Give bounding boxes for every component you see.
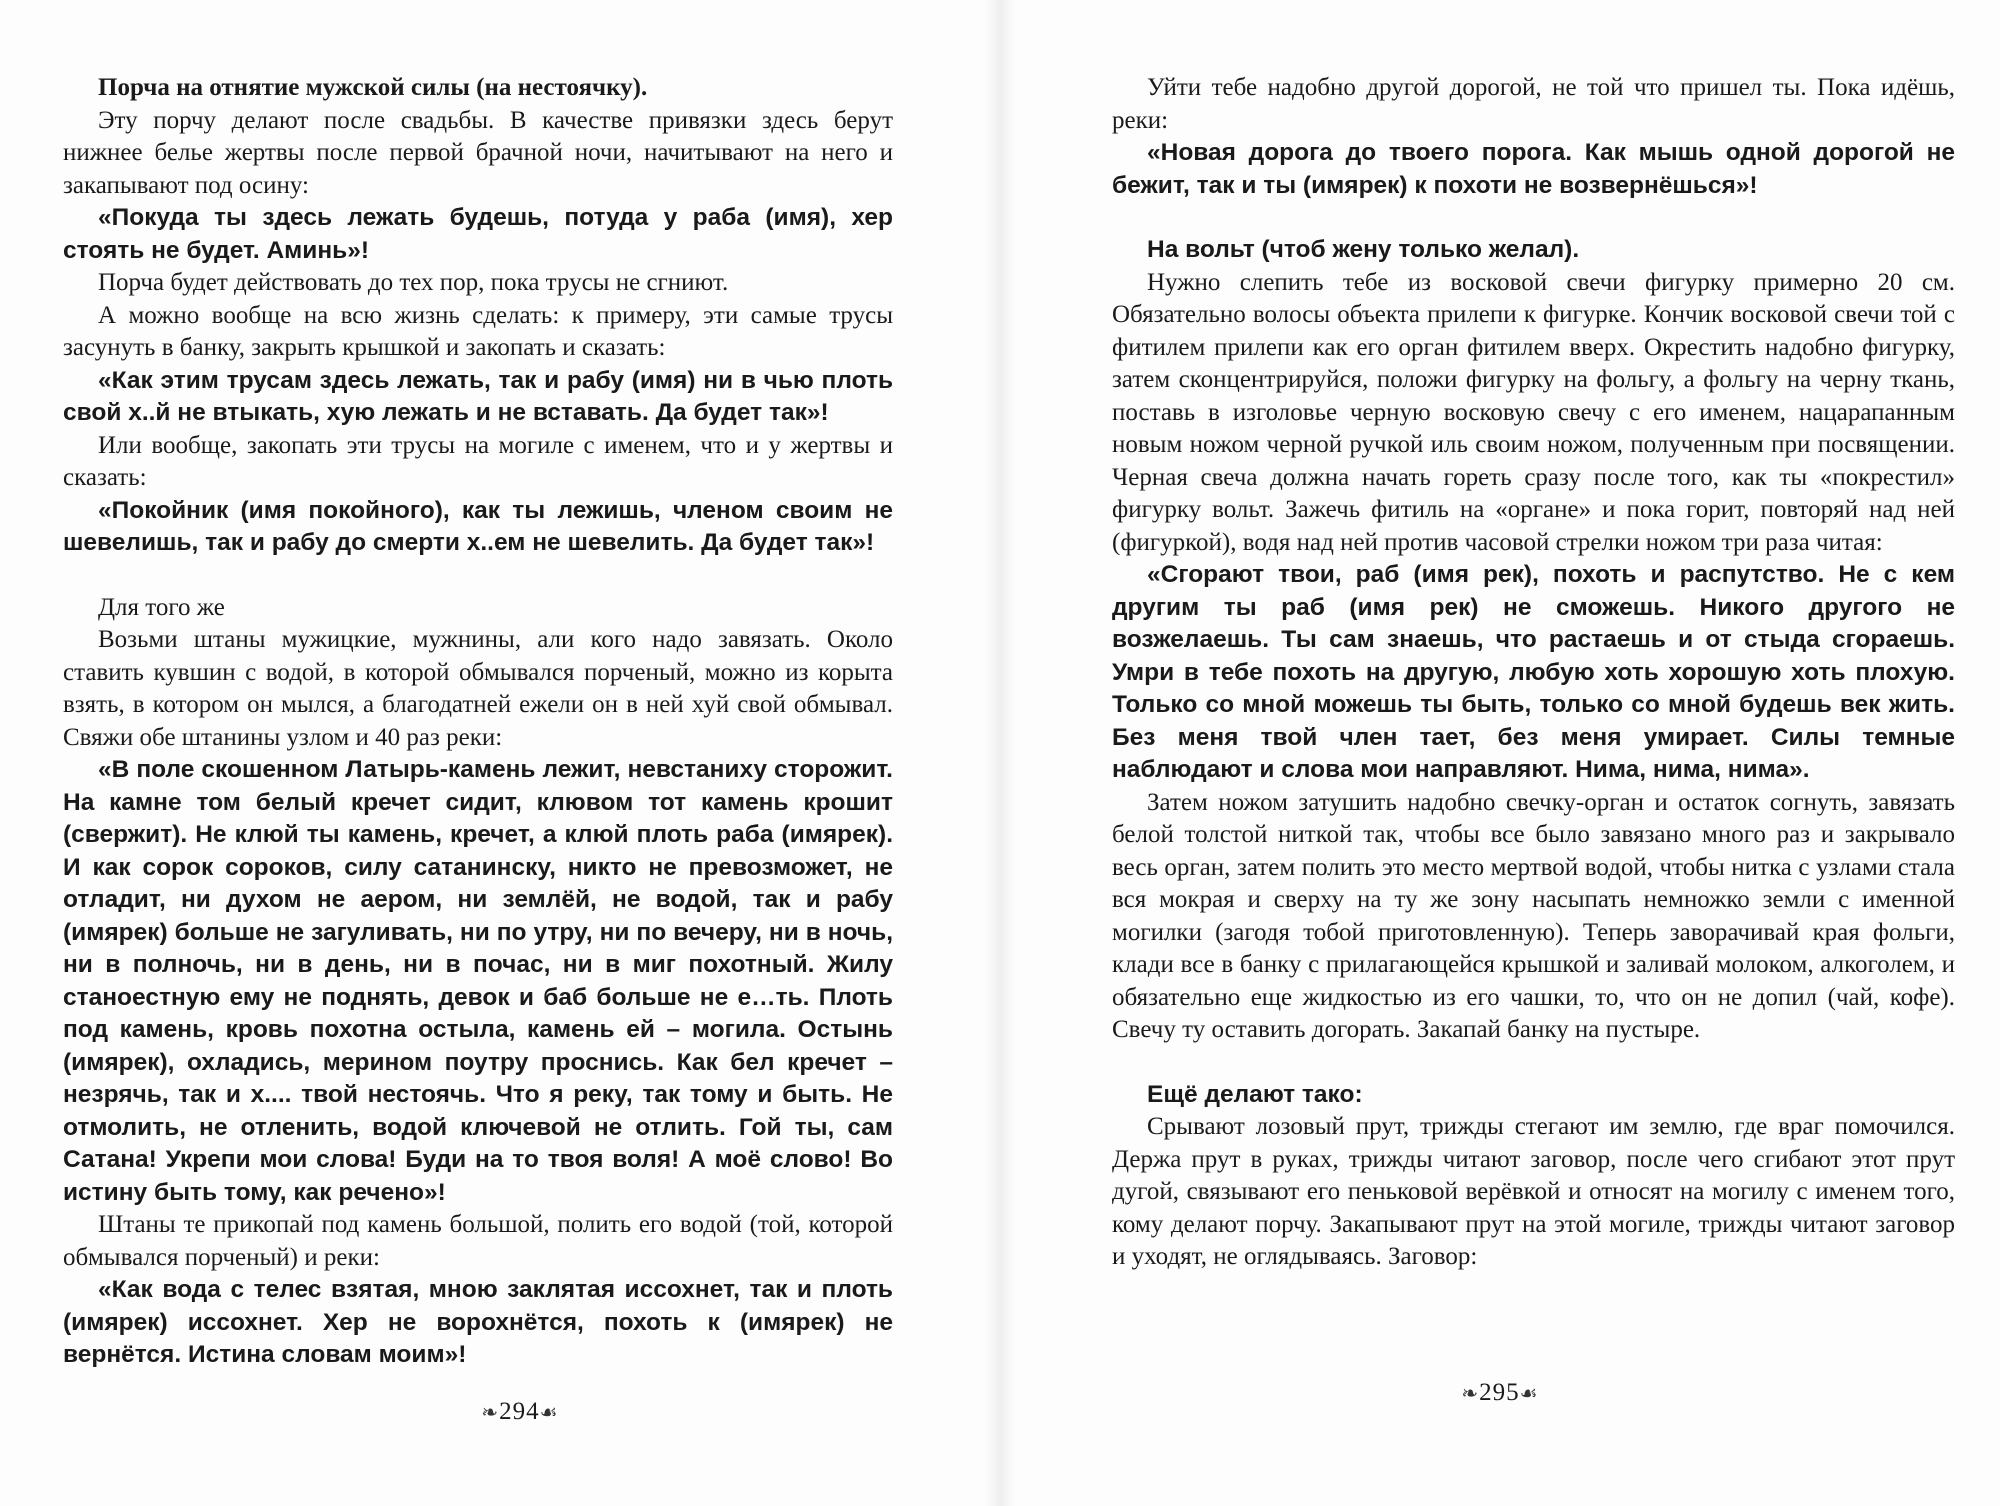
incantation-paragraph: «Как этим трусам здесь лежать, так и рабу (имя) ни в чью плоть свой х..й не втыкать, хую лежать и не вставать. Да будет так»!	[63, 366, 893, 426]
body-paragraph: Нужно слепить тебе из восковой свечи фигурку примерно 20 см. Обязательно волосы объекта прилепи к фигурке. Кончик восковой свечи той с фитилем прилепи как его орган фитилем вверх. Окрестить надобно фигурку, затем сконцентрируйся, положи фигурку на фольгу, а фольгу на черну ткань, поставь в изголовье черную восковую свечу с его именем, нацарапанным новым ножом черной ручкой иль своим ножом, полученным при посвящении. Черная свеча должна начать гореть сразу после того, как ты «покрестил» фигурку вольт. Зажечь фитиль на «органе» и пока горит, повторяй над ней (фигуркой), водя над ней против часовой стрелки ножом три раза читая:	[1112, 268, 1955, 556]
ornament-right-icon: ☙	[1519, 1383, 1539, 1405]
paragraph-gap	[1112, 202, 1955, 234]
left-page-text	[63, 72, 893, 1372]
incantation-paragraph: «В поле скошенном Латырь-камень лежит, невстаниху сторожит. На камне том белый кречет сидит, клювом тот камень крошит (свержит). Не клюй ты камень, кречет, а клюй плоть раба (имярек). И как сорок сороков, силу сатанинску, никто не превозможет, не отладит, ни духом не аером, ни землёй, не водой, так и рабу (имярек) больше не загуливать, ни по утру, ни по вечеру, ни в ночь, ни в полночь, ни в день, ни в почас, ни в миг похотный. Жилу станоестную ему не поднять, девок и баб больше не е…ть. Плоть под камень, кровь похотна остыла, камень ей – могила. Остынь (имярек), охладись, мерином поутру проснись. Как бел кречет – незрячь, так и х.... твой нестоячь. Что я реку, так тому и быть. Не отмолить, не отленить, водой ключевой не отлить. Гой ты, сам Сатана! Укрепи мои слова! Буди на то твоя воля! А моё слово! Во истину быть тому, как речено»!	[63, 756, 893, 1206]
body-paragraph: Уйти тебе надобно другой дорогой, не той что пришел ты. Пока идёшь, реки:	[1112, 74, 1955, 134]
page-number-text: 295	[1479, 1379, 1520, 1406]
right-page-text	[1112, 72, 1955, 1274]
incantation-paragraph: «Покойник (имя покойного), как ты лежишь, членом своим не шевелишь, так и рабу до смерти х..ем не шевелить. Да будет так»!	[63, 496, 893, 556]
ornament-left-icon: ❧	[1461, 1383, 1480, 1405]
body-paragraph: Срывают лозовый прут, трижды стегают им землю, где враг помочился. Держа прут в руках, трижды читают заговор, после чего сгибают этот прут дугой, связывают его пеньковой верёвкой и относят на могилу с именем того, кому делают порчу. Закапывают прут на этой могиле, трижды читают заговор и уходят, не оглядываясь. Заговор:	[1112, 1113, 1955, 1270]
body-paragraph: Для того же	[98, 593, 225, 621]
body-paragraph: Возьми штаны мужицкие, мужнины, али кого надо завязать. Около ставить кувшин с водой, в которой обмывался порченый, можно из корыта взять, в котором он мылся, а благодатней ежели он в ней хуй свой обмывал. Свяжи обе штанины узлом и 40 раз реки:	[63, 626, 893, 751]
body-paragraph: Штаны те прикопай под камень большой, полить его водой (той, которой обмывался порченый) и реки:	[63, 1211, 893, 1271]
ornament-right-icon: ☙	[539, 1402, 559, 1424]
paragraph-gap	[63, 560, 893, 592]
right-page	[1000, 0, 2000, 1506]
body-paragraph: А можно вообще на всю жизнь сделать: к примеру, эти самые трусы засунуть в банку, закрыть крышкой и закопать и сказать:	[63, 301, 893, 361]
incantation-paragraph: На вольт (чтоб жену только желал).	[1147, 236, 1580, 263]
incantation-paragraph: «Как вода с телес взятая, мною заклятая иссохнет, так и плоть (имярек) иссохнет. Хер не ворохнётся, похоть к (имярек) не вернётся. Истина словам моим»!	[63, 1276, 893, 1368]
body-paragraph: Эту порчу делают после свадьбы. В качестве привязки здесь берут нижнее белье жертвы после первой брачной ночи, начитывают на него и закапывают под осину:	[63, 106, 893, 199]
paragraph-gap	[1112, 1047, 1955, 1079]
body-paragraph: Порча будет действовать до тех пор, пока трусы не сгниют.	[98, 269, 729, 296]
body-paragraph: Затем ножом затушить надобно свечку-орган и остаток согнуть, завязать белой толстой ниткой так, чтобы все было завязано много раз и закрывало весь орган, затем полить это место мертвой водой, чтобы нитка с узлами стала вся мокрая и сверху на ту же зону насыпать немножко земли с именной могилки (загодя тобой приготовленную). Теперь заворачивай края фольги, клади все в банку с прилагающейся крышкой и заливай молоком, алкоголем, и обязательно еще жидкостью из его чашки, то, что он не допил (чай, кофе). Свечу ту оставить догорать. Закапай банку на пустыре.	[1112, 788, 1955, 1043]
left-page-number	[0, 1398, 1020, 1426]
incantation-paragraph: «Новая дорога до твоего порога. Как мышь одной дорогой не бежит, так и ты (имярек) к похоти не возвернёшься»!	[1112, 139, 1955, 199]
incantation-paragraph: Ещё делают тако:	[1147, 1080, 1363, 1108]
section-heading: Порча на отнятие мужской силы (на нестоячку).	[98, 74, 648, 101]
right-page-number	[1000, 1379, 2000, 1407]
incantation-paragraph: «Сгорают твои, раб (имя рек), похоть и распутство. Не с кем другим ты раб (имя рек) не сможешь. Никого другого не возжелаешь. Ты сам знаешь, что растаешь и от стыда сгораешь. Умри в тебе похоть на другую, любую хоть хорошую хоть плохую. Только со мной можешь ты быть, только со мной будешь век жить. Без меня твой член тает, без меня умирает. Силы темные наблюдают и слова мои направляют. Нима, нима, нима».	[1112, 561, 1955, 783]
incantation-paragraph: «Покуда ты здесь лежать будешь, потуда у раба (имя), хер стоять не будет. Аминь»!	[63, 204, 893, 264]
body-paragraph: Или вообще, закопать эти трусы на могиле с именем, что и у жертвы и сказать:	[63, 431, 893, 491]
page-number-text: 294	[499, 1398, 540, 1425]
ornament-left-icon: ❧	[481, 1402, 500, 1424]
